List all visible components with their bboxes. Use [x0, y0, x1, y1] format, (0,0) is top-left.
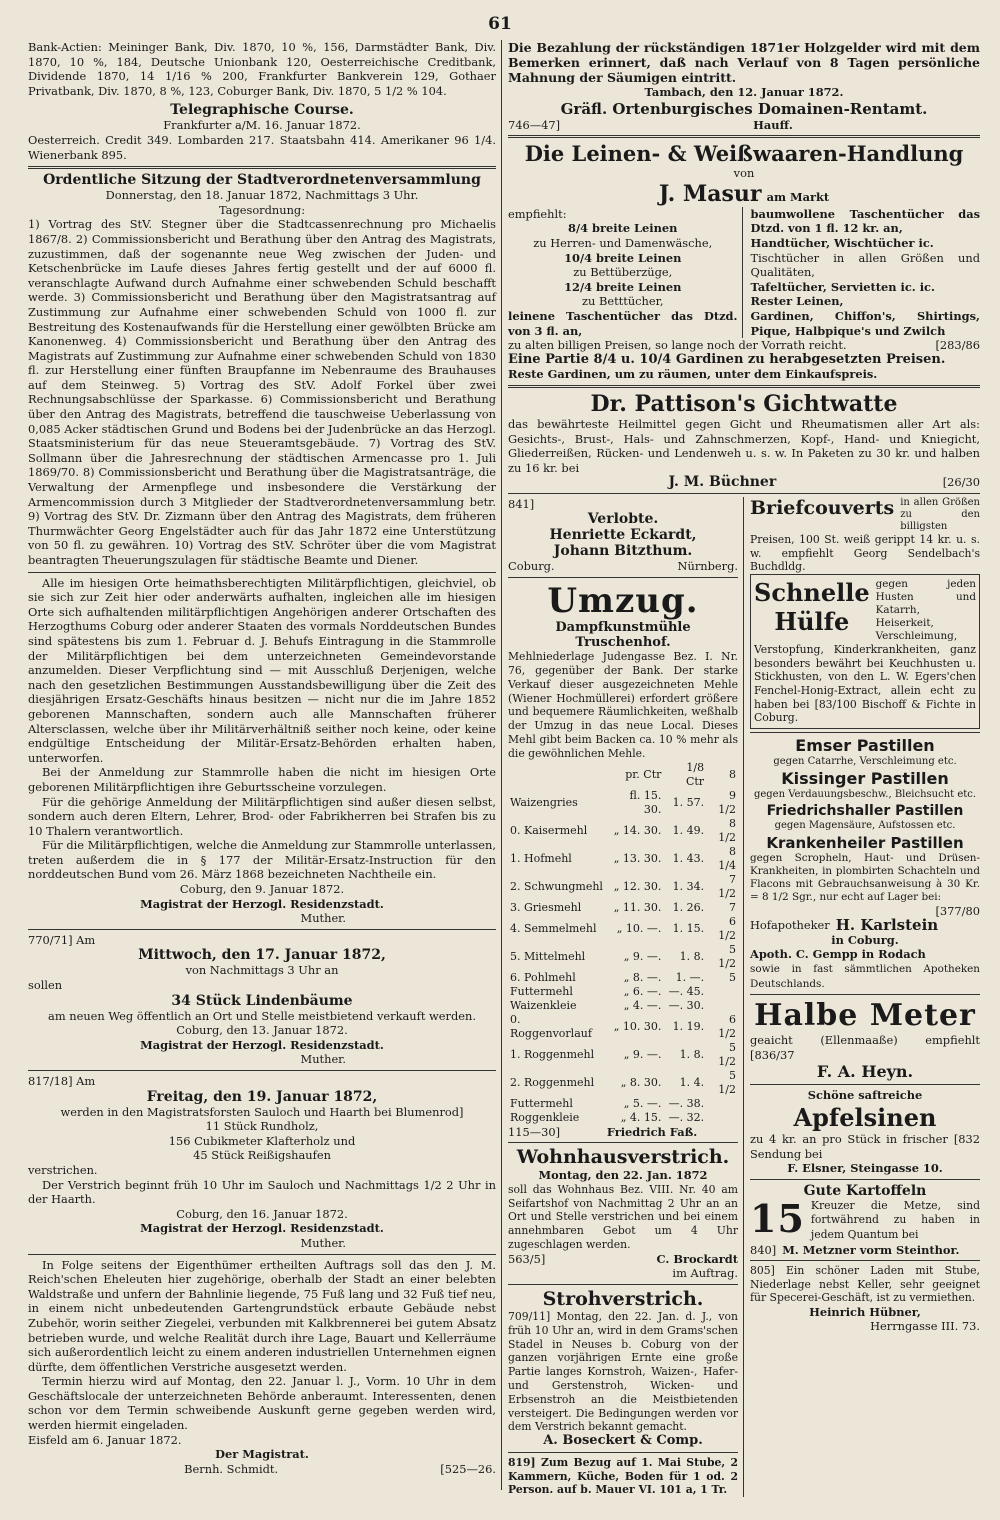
price-row: [508, 1097, 738, 1111]
price-cell: 1. Hofmehl: [510, 851, 572, 865]
verkauf-ref: [525—26.: [440, 1461, 496, 1476]
karlstein: H. Karlstein: [835, 916, 939, 935]
tambach-date: Tambach, den 12. Januar 1872.: [644, 85, 844, 99]
schnelle-huelfe-box: [750, 574, 980, 729]
price-cell: 1. 19.: [672, 1019, 705, 1033]
leinen-item: zu Bettüberzüge,: [573, 265, 673, 280]
price-row: [508, 1111, 738, 1125]
bank-aktien: Bank-Actien: Meininger Bank, Div. 1870, 10 %, 156, Darmstädter Bank, Div. 1870, 10 %, 184, Deutsche Unionbank 120, Oesterreichische Creditbank, Dividende 1870, 14 1/16 % 200, Frankfurter Bankverein 129, Gothaer Privatbank, Div. 1870, 8 %, 123, Coburger Bank, Div. 1870, 5 1/2 % 104.: [28, 40, 496, 98]
leinen-von: von: [733, 166, 755, 181]
price-row: [508, 845, 738, 873]
price-cell: 4. Semmelmehl: [510, 921, 597, 935]
umzug-subtitle: Dampfkunstmühle Truschenhof.: [555, 620, 691, 650]
price-row: [508, 1069, 738, 1097]
price-cell: [706, 999, 738, 1013]
divider: [28, 166, 496, 169]
price-cell: „ 9. —.: [623, 1047, 662, 1061]
right-column: [508, 40, 980, 1497]
price-cell: „ 11. 30.: [613, 900, 662, 914]
militaer-para-3: Für die gehörige Anmeldung der Militärpflichtigen sind außer diesen selbst, sondern auch deren Eltern, Lehrer, Brod- oder Fabrikherren bei Strafen bis zu 10 Thalern verantwortlich.: [28, 794, 496, 838]
militaer-para-2: Bei der Anmeldung zur Stammrolle haben die nicht im hiesigen Orte geborenen Militärpflichtigen ihre Geburtsscheine vorzulegen.: [28, 765, 496, 794]
auction1-text: am neuen Weg öffentlich an Ort und Stelle meistbietend verkauft werden.: [48, 1008, 476, 1023]
apfel-body: zu 4 kr. an pro Stück in frischer Sendung bei: [750, 1131, 948, 1161]
auction2-number: 817/18] Am: [28, 1074, 96, 1088]
umzug-title: Umzug.: [547, 581, 699, 622]
divider: [750, 1260, 980, 1261]
price-row: [508, 901, 738, 915]
left-column: [28, 40, 496, 1476]
leinen-item: zu Herren- und Damenwäsche,: [533, 235, 713, 250]
divider: [750, 1084, 980, 1085]
leinen-item: Handtücher, Wischtücher ic.: [750, 235, 934, 250]
auction1-date: Mittwoch, den 17. Januar 1872,: [138, 947, 386, 964]
price-cell: Waizengries: [510, 795, 578, 809]
divider: [28, 572, 496, 573]
price-cell: —. 30.: [668, 998, 705, 1012]
price-cell: 1. 8.: [679, 949, 705, 963]
elsner: F. Elsner, Steingasse 10.: [787, 1161, 943, 1176]
price-cell: [706, 1111, 738, 1125]
auction2-muther: Muther.: [300, 1235, 346, 1250]
emser-sub: gegen Catarrhe, Verschleimung etc.: [773, 755, 957, 767]
verkauf-termin: Termin hierzu wird auf Montag, den 22. Januar l. J., Vorm. 10 Uhr in dem Geschäftslocale der unterzeichneten Behörde anberaumt. Interessenten, denen schon vor dem Termin schweibende Auskunft gerne gegeben werden wird, werden hiermit eingeladen.: [28, 1374, 496, 1433]
verkauf-name: Bernh. Schmidt.: [184, 1461, 279, 1476]
schnelle-side: gegen jeden Husten und Katarrh, Heiserkeit, Verschleimung,: [875, 578, 976, 643]
leinen-item: baumwollene Taschentücher das Dtzd. von 1 fl. 12 kr. an,: [750, 206, 980, 236]
gempp: Apoth. C. Gempp in Rodach: [750, 947, 926, 962]
auction2-signature: Magistrat der Herzogl. Residenzstadt.: [140, 1221, 384, 1236]
price-cell: Roggenkleie: [510, 1110, 580, 1124]
price-cell: 1. 57.: [672, 795, 705, 809]
verlobte-place: Coburg.: [508, 559, 555, 574]
auction2-text1: werden in den Magistratsforsten Sauloch und Haarth bei Blumenrod]: [60, 1104, 464, 1119]
price-cell: 7 1/2: [718, 872, 736, 900]
leinen-empfiehlt: empfiehlt:: [508, 206, 567, 221]
price-cell: 0. Kaisermehl: [510, 823, 588, 837]
halbe-sub: geaicht (Ellenmaaße) empfiehlt [836/37: [750, 1033, 980, 1062]
price-cell: 1. 34.: [672, 879, 705, 893]
leinen-item: leinene Taschentücher das Dtzd. von 3 fl. an,: [508, 308, 738, 338]
price-cell: „ 5. —.: [623, 1096, 662, 1110]
price-cell: —. 32.: [668, 1110, 705, 1124]
auction1-muther: Muther.: [300, 1052, 346, 1067]
price-cell: 5 1/2: [718, 1040, 736, 1068]
verlobte-name: Henriette Eckardt,: [549, 527, 697, 544]
heyn: F. A. Heyn.: [816, 1062, 914, 1082]
price-row: [508, 999, 738, 1013]
price-cell: [706, 1097, 738, 1111]
leinen-partie: Eine Partie 8/4 u. 10/4 Gardinen zu herabgesetzten Preisen.: [508, 351, 946, 367]
rentamt-ref: 746—47]: [508, 117, 561, 132]
stube-notice: 819] Zum Bezug auf 1. Mai Stube, 2 Kammern, Küche, Boden für 1 od. 2 Person. auf b. Mauer VI. 101 a, 1 Tr.: [508, 1455, 738, 1497]
auction2-item-1: 11 Stück Rundholz,: [205, 1119, 319, 1134]
wohnhaus-body: soll das Wohnhaus Bez. VIII. Nr. 40 am Seifartshof von Nachmittag 2 Uhr an an Ort und Stelle verstrichen und bei einem annehmbaren Gebot um 4 Uhr zugeschlagen werden.: [508, 1182, 738, 1251]
auction2-verstrichen: verstrichen.: [28, 1162, 98, 1177]
militaer-para-4: Für die Militärpflichtigen, welche die Anmeldung zur Stammrolle unterlassen, treten außerdem die in § 177 der Militär-Ersatz-Instruction für den norddeutschen Bund vom 26. März 1868 bezeichneten Nachtheile ein.: [28, 838, 496, 882]
leinen-item: Tischtücher in allen Größen und Qualitäten,: [750, 250, 980, 280]
apfelsinen: Apfelsinen: [793, 1102, 937, 1132]
divider: [28, 1070, 496, 1071]
price-head: pr. Ctr: [625, 767, 662, 781]
leinen-item: Rester Leinen,: [750, 294, 844, 309]
telegraph-place: Frankfurter a/M. 16. Januar 1872.: [163, 118, 361, 133]
leinen-item: Tafeltücher, Servietten ic. ic.: [750, 279, 935, 294]
price-cell: 1. Roggenmehl: [510, 1047, 595, 1061]
kartoffeln-signature: M. Metzner vorm Steinthor.: [782, 1242, 960, 1257]
auction2-item-3: 45 Stück Reißigshaufen: [193, 1148, 331, 1163]
price-cell: —. 45.: [668, 984, 705, 998]
krankenheiler-ref: [377/80: [935, 903, 980, 918]
auction1-number: 770/71] Am: [28, 932, 96, 947]
hofapotheker: Hofapotheker: [750, 918, 830, 933]
price-cell: „ 8. 30.: [620, 1075, 662, 1089]
kartoffeln-title: Gute Kartoffeln: [803, 1182, 927, 1199]
price-cell: 1. 4.: [679, 1075, 705, 1089]
auction1-sollen: sollen: [28, 978, 63, 993]
price-cell: „ 8. —.: [623, 970, 662, 984]
divider: [508, 493, 980, 494]
krankenheiler: Krankenheiler Pastillen: [766, 833, 964, 852]
auction1-coburg: Coburg, den 13. Januar 1872.: [176, 1023, 348, 1038]
leinen-item: Gardinen, Chiffon's, Shirtings, Pique, Halbpique's und Zwilch: [750, 308, 980, 338]
price-cell: 1. 49.: [672, 823, 705, 837]
price-cell: „ 6. —.: [623, 984, 662, 998]
krankenheiler-sub: gegen Scropheln, Haut- und Drüsen-Krankheiten, in plombirten Schachteln und Flacons mit Gebrauchsanweisung à 30 Kr. = 8 1/2 Sgr., nur echt auf Lager bei:: [750, 851, 980, 903]
price-row: [508, 985, 738, 999]
kartoffeln-body: Kreuzer die Metze, sind fortwährend zu haben in jedem Quantum bei: [810, 1198, 980, 1241]
auction2-item-2: 156 Cubikmeter Klafterholz und: [168, 1133, 356, 1148]
price-row: [508, 817, 738, 845]
price-table: [508, 761, 738, 1125]
laden-notice: 805] Ein schöner Laden mit Stube, Niederlage nebst Keller, sehr geeignet für Specerei-Geschäft, ist zu vermiethen.: [750, 1264, 980, 1305]
schnelle-title: Schnelle Hülfe: [754, 578, 870, 637]
militaer-signature: Magistrat der Herzogl. Residenzstadt.: [140, 896, 384, 911]
halbe-meter: Halbe Meter: [754, 998, 976, 1034]
verlobte-name: Johann Bitzthum.: [553, 543, 693, 560]
kartoffeln-price: 15: [750, 1195, 805, 1241]
price-row: [508, 873, 738, 901]
price-row: [508, 789, 738, 817]
verlobte-place: Nürnberg.: [677, 559, 738, 574]
price-row: [508, 971, 738, 985]
price-cell: 2. Roggenmehl: [510, 1075, 595, 1089]
price-cell: 8 1/2: [718, 816, 736, 844]
verkauf-body: In Folge seitens der Eigenthümer ertheilten Auftrags soll das den J. M. Reich'schen Eheleuten hier zugehörige, oberhalb der Stadt an einer belebten Waldstraße und unfern der Bahnlinie liegende, 75 Fuß lang und 32 Fuß tief neu, in einem nicht unbedeutenden Gartengrundstück erbaute Gebäude nebst Zubehör, worin seither Ziegelei, verbunden mit Kalkbrennerei bei gutem Absatz betrieben wurde, und welche Realität durch ihre Lage, Bauart und Kellerräume sich außerordentlich leicht zu einem anderen industriellen Unternehmen eignen dürfte, dem öffentlichen Verstriche ausgesetzt werden.: [28, 1257, 496, 1374]
price-cell: 3. Griesmehl: [510, 900, 582, 914]
verkauf-signature: Der Magistrat.: [215, 1447, 309, 1462]
auction1-time: von Nachmittags 3 Uhr an: [185, 963, 339, 978]
price-cell: Futtermehl: [510, 984, 573, 998]
divider: [750, 994, 980, 995]
kissinger: Kissinger Pastillen: [781, 769, 949, 789]
telegraph-body: Oesterreich. Credit 349. Lombarden 217. Staatsbahn 414. Amerikaner 96 1/4. Wienerbank 895.: [28, 132, 496, 162]
price-row: [508, 915, 738, 943]
briefcouverts-body: Preisen, 100 St. weiß gerippt 14 kr. u. s. w. empfiehlt Georg Sendelbach's Buchdldg.: [750, 532, 980, 574]
leinen-item: 8/4 breite Leinen: [568, 221, 678, 236]
rentamt-title: Gräfl. Ortenburgisches Domainen-Rentamt.: [560, 99, 928, 118]
kissinger-sub: gegen Verdauungsbeschw., Bleichsucht etc.: [753, 789, 977, 801]
verlobte-number: 841]: [508, 496, 535, 511]
huebner: Heinrich Hübner,: [809, 1304, 921, 1319]
price-cell: [706, 985, 738, 999]
sitzung-date: Donnerstag, den 18. Januar 1872, Nachmittags 3 Uhr.: [105, 188, 419, 203]
auction1-signature: Magistrat der Herzogl. Residenzstadt.: [140, 1037, 384, 1052]
holzgelder-notice: Die Bezahlung der rückständigen 1871er Holzgelder wird mit dem Bemerken erinnert, daß nach Verlauf von 8 Tagen persönliche Mahnung der Säumigen eintritt.: [508, 40, 980, 85]
stroh-body: 709/11] Montag, den 22. Jan. d. J., von früh 10 Uhr an, wird in dem Grams'schen Stadel in Neuses b. Coburg von der ganzen vorjährigen Ernte eine große Partie langes Kornstroh, Waizen-, Hafer- und Gerstenstroh, Wicken- und Erbsenstroh an die Meistbietenden versteigert. Die Bedingungen werden vor dem Verstrich bekannt gemacht.: [508, 1309, 738, 1434]
leinen-ref: [283/86: [935, 338, 980, 353]
column-divider: [501, 40, 502, 1490]
divider: [28, 929, 496, 930]
price-head: 8: [729, 767, 736, 781]
price-cell: „ 12. 30.: [613, 879, 662, 893]
huebner-addr: Herrngasse III. 73.: [870, 1319, 980, 1334]
umzug-signature: Friedrich Faß.: [606, 1124, 698, 1139]
coburg-in: in Coburg.: [831, 932, 899, 947]
umzug-ref: 115—30]: [508, 1124, 561, 1139]
pattison-title: Dr. Pattison's Gichtwatte: [590, 390, 898, 417]
rentamt-name: Hauff.: [753, 117, 793, 132]
briefcouverts-sub: in allen Größen zu den billigsten: [900, 496, 980, 532]
leinen-firm: J. Masur: [658, 180, 762, 207]
wohnhaus-date: Montag, den 22. Jan. 1872: [538, 1168, 708, 1183]
pattison-ref: [26/30: [942, 475, 980, 490]
price-table-header: [508, 761, 738, 789]
price-cell: 6 1/2: [718, 914, 736, 942]
price-cell: Waizenkleie: [510, 998, 577, 1012]
price-cell: 5 1/2: [718, 1068, 736, 1096]
page-number: 61: [488, 14, 512, 34]
leinen-title: Die Leinen- & Weißwaaren-Handlung: [524, 141, 964, 167]
price-cell: —. 38.: [668, 1096, 705, 1110]
divider: [508, 1452, 738, 1453]
wohnhaus-ref: 563/5]: [508, 1251, 546, 1266]
auction1-item: 34 Stück Lindenbäume: [171, 992, 353, 1009]
price-cell: 8 1/4: [718, 844, 736, 872]
price-cell: „ 4. —.: [623, 998, 662, 1012]
auction2-text2: Der Verstrich beginnt früh 10 Uhr im Sauloch und Nachmittags 1/2 2 Uhr in der Haarth.: [28, 1177, 496, 1207]
sitzung-tagesordnung: Tagesordnung:: [218, 202, 306, 217]
pattison-body: das bewährteste Heilmittel gegen Gicht und Rheumatismen aller Art als: Gesichts-, Brust-, Hals- und Zahnschmerzen, Kopf-, Hand- und Kniegicht, Gliederreißen, Rücken- und Lendenweh u. s. w. In Paketen zu 30 kr. und halben zu 16 kr. bei: [508, 416, 980, 475]
leinen-item: 10/4 breite Leinen: [564, 250, 682, 265]
apfel-ref: [832: [953, 1131, 980, 1146]
militaer-para-1: Alle im hiesigen Orte heimathsberechtigten Militärpflichtigen, gleichviel, ob sie sich zur Zeit hier oder anderwärts aufhalten, ingleichen alle im hiesigen Orte sich aufhaltenden militärpflichtigen Angehörigen anderer Ortschaften des Herzogthums Coburg oder anderer Staaten des vormals Norddeutschen Bundes sind spätestens bis zum 1. Februar d. J. Behufs Eintragung in die Stammrolle der Militärpflichtigen bei dem unterzeichneten Gemeindevorstande anzumelden. Dieser Verpflichtung sind — mit Ausschluß Derjenigen, welche nach den gesetzlichen Bestimmungen Ausstandsbewilligung über die Zeit des diesjährigen Ersatz-Geschäfts hinaus besitzen — nicht nur die im Jahre 1852 geborenen Mannschaften, sondern auch alle Mannschaften früherer Altersclassen, welche über ihr Militärverhältniß seither noch keine, oder keine endgültige Entscheidung der Militär-Ersatz-Behörden erhalten haben, unterworfen.: [28, 575, 496, 765]
price-cell: 1. —.: [675, 970, 705, 984]
leinen-item: zu Betttücher,: [582, 294, 664, 309]
divider: [750, 732, 980, 733]
friedrichshaller: Friedrichshaller Pastillen: [766, 803, 964, 820]
apfel-top: Schöne saftreiche: [807, 1088, 923, 1103]
price-cell: „ 14. 30.: [613, 823, 662, 837]
leinen-bottom: zu alten billigen Preisen, so lange noch der Vorrath reicht.: [508, 338, 847, 353]
sitzung-title: Ordentliche Sitzung der Stadtverordnetenversammlung: [43, 172, 481, 189]
price-cell: „ 10. —.: [616, 921, 662, 935]
schnelle-body: Verstopfung, Kinderkrankheiten, ganz besonders bewährt bei Keuchhusten u. Stickhusten, von den L. W. Egers'chen Fenchel-Honig-Extract, allein echt zu haben bei [83/100 Bischoff & Fichte in Coburg.: [754, 643, 976, 725]
verlobte-title: Verlobte.: [587, 511, 659, 528]
price-cell: „ 9. —.: [623, 949, 662, 963]
leinen-reste: Reste Gardinen, um zu räumen, unter dem Einkaufspreis.: [508, 367, 878, 382]
friedrichshaller-sub: gegen Magensäure, Aufstossen etc.: [774, 820, 956, 832]
price-cell: 1. 15.: [672, 921, 705, 935]
price-cell: 0. Roggenvorlauf: [510, 1012, 592, 1040]
gempp-sub: sowie in fast sämmtlichen Apotheken Deutschlands.: [750, 962, 980, 990]
price-row: [508, 943, 738, 971]
price-cell: 7: [729, 900, 736, 914]
wohnhaus-auftrag: im Auftrag.: [672, 1266, 738, 1281]
divider: [508, 1142, 738, 1143]
wohnhaus-signature: C. Brockardt: [656, 1251, 738, 1266]
sitzung-body: 1) Vortrag des StV. Stegner über die Stadtcassenrechnung pro Michaelis 1867/8. 2) Commissionsbericht und Berathung über den Antrag des Magistrats, zuzustimmen, daß der sogenannte neue Weg zwischen der Juden- und Ketschenbrücke im Laufe dieses Jahres fertig gestellt und der auf 6000 fl. veranschlagte Aufwand durch Aufnahme einer schwebenden Schuld beschafft werde. 3) Commissionsbericht und Berathung über den Magistratsantrag auf Zustimmung zur Aufnahme einer schwebenden Schuld von 1000 fl. zur Bestreitung des Kostenaufwands für die Herstellung einer gewölbten Brücke am Kanonenweg. 4) Commissionsbericht und Berathung über den Antrag des Magistrats auf Zustimmung zur Aufnahme einer schwebenden Schuld von 1830 fl. zur Herstellung einer fünften Braupfanne im Nebenraume des Brauhauses auf dem Steinweg. 5) Vortrag des StV. Adolf Forkel über zwei Rechnungsabschlüsse der Sparkasse. 6) Commissionsbericht und Berathung über den Antrag des Magistrats, betreffend die tauschweise Ueberlassung von 0,085 Acker städtischen Grund und Bodens bei der Judenbrücke an das Herzogl. Staatsministerium für das neue Steueramtsgebäude. 7) Vortrag des StV. Sollmann über die Jahresrechnung der städtischen Armencasse pro 1. Juli 1869/70. 8) Commissionsbericht und Berathung über die Magistratsanträge, die Verwaltung der Armenpflege und insbesondere die Verstärkung der Armencommission durch 3 Mitglieder der Stadtverordnetenversammlung betr. 9) Vortrag des StV. Dr. Zizmann über den Antrag des Magistrats, dem früheren Thurmwächter Georg Engelstädter auch für das Jahr 1872 eine Unterstützung von 50 fl. zu gewähren. 10) Vortrag des StV. Schröter über die vom Magistrat beantragten Theuerungszulagen für städtische Beamte und Diener.: [28, 217, 496, 567]
price-cell: fl. 15. 30.: [629, 788, 662, 816]
wohnhaus-title: Wohnhausverstrich.: [516, 1146, 730, 1169]
price-cell: „ 4. 15.: [620, 1110, 662, 1124]
telegraph-title: Telegraphische Course.: [170, 102, 354, 119]
price-cell: „ 13. 30.: [613, 851, 662, 865]
price-cell: Futtermehl: [510, 1096, 573, 1110]
militaer-date: Coburg, den 9. Januar 1872.: [179, 882, 345, 897]
price-cell: 6 1/2: [718, 1012, 736, 1040]
price-cell: 1. 26.: [672, 900, 705, 914]
price-cell: 2. Schwungmehl: [510, 879, 603, 893]
price-cell: 5: [729, 970, 736, 984]
divider: [508, 577, 738, 578]
price-head: 1/8 Ctr: [685, 760, 705, 788]
price-cell: „ 10. 30.: [613, 1019, 662, 1033]
price-row: [508, 1013, 738, 1041]
auction2-date: Freitag, den 19. Januar 1872,: [146, 1088, 378, 1105]
emser: Emser Pastillen: [795, 735, 935, 755]
price-row: [508, 1041, 738, 1069]
price-cell: 6. Pohlmehl: [510, 970, 576, 984]
verkauf-date: Eisfeld am 6. Januar 1872.: [28, 1432, 182, 1447]
leinen-markt: am Markt: [766, 189, 830, 204]
leinen-item: 12/4 breite Leinen: [564, 279, 682, 294]
divider: [508, 385, 980, 388]
briefcouverts-title: Briefcouverts: [750, 496, 895, 519]
divider: [508, 1284, 738, 1285]
price-cell: 1. 43.: [672, 851, 705, 865]
boseckert: A. Boseckert & Comp.: [543, 1433, 703, 1449]
divider: [28, 1254, 496, 1255]
pattison-seller: J. M. Büchner: [668, 474, 777, 491]
kartoffeln-ref: 840]: [750, 1242, 777, 1257]
price-cell: 5 1/2: [718, 942, 736, 970]
auction2-coburg: Coburg, den 16. Januar 1872.: [176, 1206, 348, 1221]
price-cell: 1. 8.: [679, 1047, 705, 1061]
divider: [750, 1179, 980, 1180]
price-cell: 9 1/2: [718, 788, 736, 816]
umzug-body: Mehlniederlage Judengasse Bez. I. Nr. 76, gegenüber der Bank. Der starke Verkauf dieser ausgezeichneten Mehle (Wiener Hochmüllerei) erfordert größere und bequemere Räumlichkeiten, weßhalb der Umzug in das neue Local. Dieses Mehl gibt beim Backen ca. 10 % mehr als die gewöhnlichen Mehle.: [508, 650, 738, 760]
divider: [508, 135, 980, 138]
price-cell: 5. Mittelmehl: [510, 949, 586, 963]
militaer-muther: Muther.: [300, 911, 346, 926]
stroh-title: Strohverstrich.: [542, 1287, 704, 1310]
